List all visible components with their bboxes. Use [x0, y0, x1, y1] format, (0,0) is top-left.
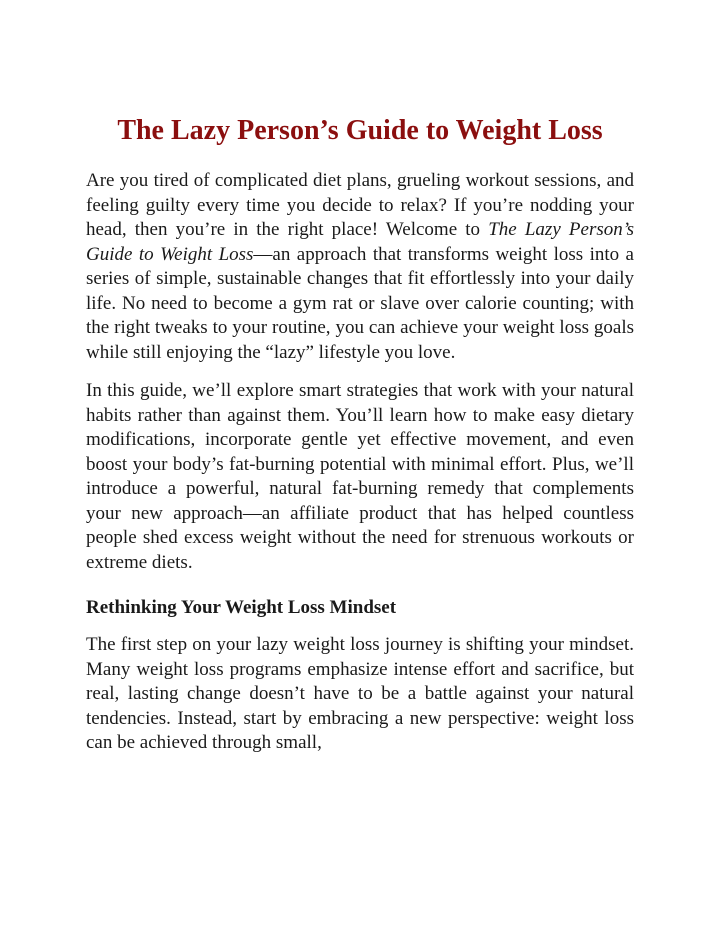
document-title: The Lazy Person’s Guide to Weight Loss — [117, 115, 603, 146]
mindset-paragraph: The first step on your lazy weight loss journey is shifting your mindset. Many weight loss programs emphasize intense effort and sacrifice, but real, lasting change doesn’t have to be a battle against your natural tendencies. Instead, start by embracing a new perspective: weight loss can be achieved through small, — [86, 634, 634, 753]
intro-book-title: The Lazy Person’s Guide to Weight Loss — [86, 219, 635, 265]
section-heading: Rethinking Your Weight Loss Mindset — [86, 597, 397, 618]
intro-text-end: —an approach that transforms weight loss into a series of simple, sustainable changes that fit effortlessly into your daily life. No need to become a gym rat or slave over calorie counting; with the right tweaks to your routine, you can achieve your weight loss goals while still enjoying the “lazy” lifestyle you love. — [86, 243, 634, 363]
intro-paragraph — [86, 169, 634, 365]
intro-text-start: Are you tired of complicated diet plans, grueling workout sessions, and feeling guilty every time you decide to relax? If you’re nodding your head, then you’re in the right place! Welcome to — [86, 170, 634, 240]
strategies-paragraph: In this guide, we’ll explore smart strategies that work with your natural habits rather than against them. You’ll learn how to make easy dietary modifications, incorporate gentle yet effective movement, and even boost your body’s fat-burning potential with minimal effort. Plus, we’ll introduce a powerful, natural fat-burning remedy that complements your new approach—an affiliate product that has helped countless people shed excess weight without the need for strenuous workouts or extreme diets. — [86, 380, 634, 573]
